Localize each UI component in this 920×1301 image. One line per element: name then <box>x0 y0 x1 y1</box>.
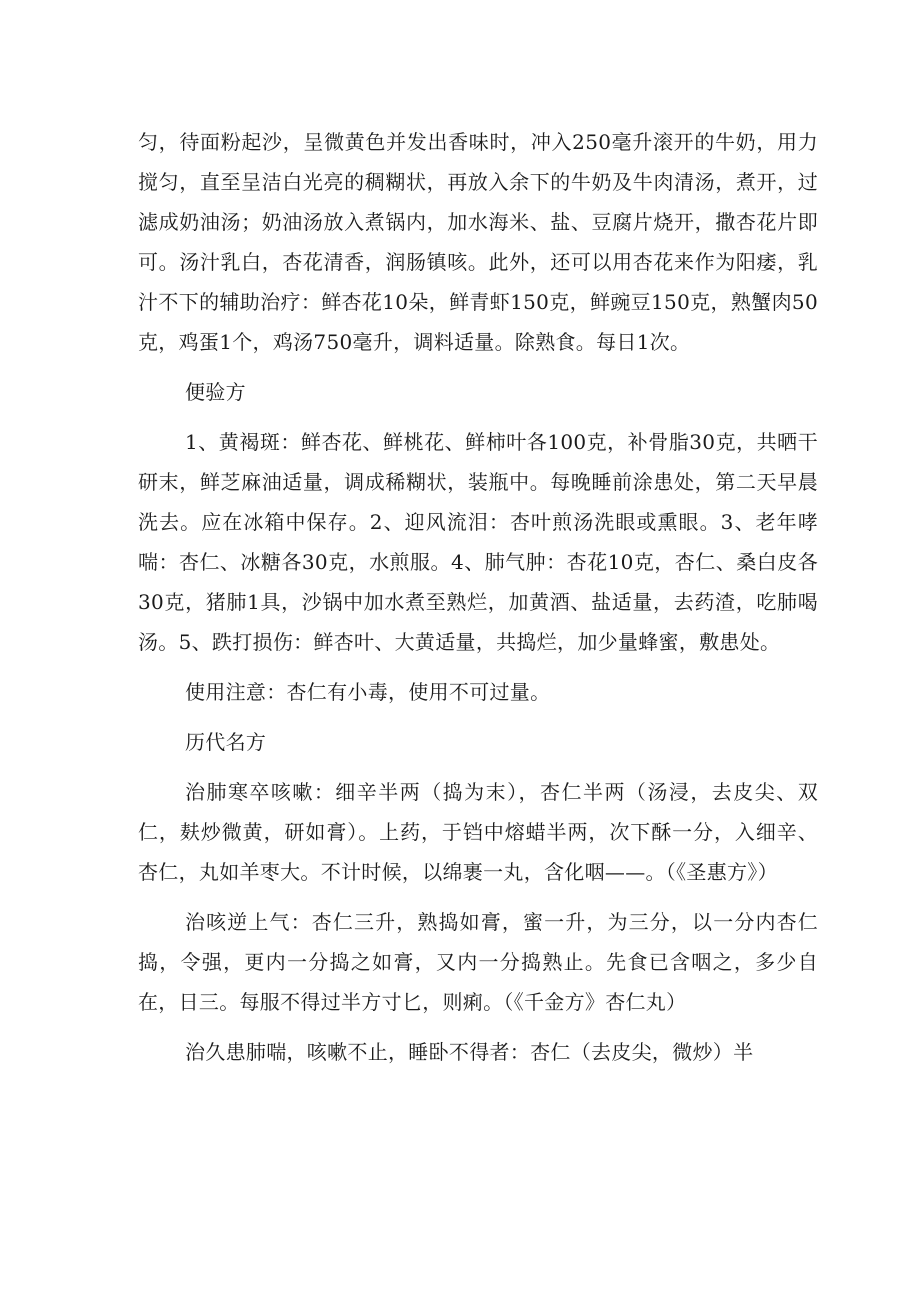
body-paragraph: 治肺寒卒咳嗽：细辛半两（捣为末），杏仁半两（汤浸，去皮尖、双仁，麸炒微黄，研如膏）。上药，于铛中熔蜡半两，次下酥一分，入细辛、杏仁，丸如羊枣大。不计时候，以绵裹一丸，含化咽——。（《圣惠方》） <box>138 780 818 884</box>
body-paragraph: 匀，待面粉起沙，呈微黄色并发出香味时，冲入250毫升滚开的牛奶，用力搅匀，直至呈洁白光亮的稠糊状，再放入余下的牛奶及牛肉清汤，煮开，过滤成奶油汤；奶油汤放入煮锅内，加水海米、盐、豆腐片烧开，撒杏花片即可。汤汁乳白，杏花清香，润肠镇咳。此外，还可以用杏花来作为阳痿，乳汁不下的辅助治疗：鲜杏花10朵，鲜青虾150克，鲜豌豆150克，熟蟹肉50克，鸡蛋1个，鸡汤750毫升，调料适量。除熟食。每日1次。 <box>138 130 818 354</box>
document-page <box>138 122 818 1082</box>
section-heading: 历代名方 <box>185 730 267 754</box>
body-paragraph: 使用注意：杏仁有小毒，使用不可过量。 <box>185 680 551 704</box>
body-paragraph: 1、黄褐斑：鲜杏花、鲜桃花、鲜柿叶各100克，补骨脂30克，共晒干研末，鲜芝麻油适量，调成稀糊状，装瓶中。每晚睡前涂患处，第二天早晨洗去。应在冰箱中保存。2、迎风流泪：杏叶煎汤洗眼或熏眼。3、老年哮喘：杏仁、冰糖各30克，水煎服。4、肺气肿：杏花10克，杏仁、桑白皮各30克，猪肺1具，沙锅中加水煮至熟烂，加黄酒、盐适量，去药渣，吃肺喝汤。5、跌打损伤：鲜杏叶、大黄适量，共捣烂，加少量蜂蜜，敷患处。 <box>138 430 818 654</box>
body-paragraph: 治咳逆上气：杏仁三升，熟捣如膏，蜜一升，为三分，以一分内杏仁捣，令强，更内一分捣之如膏，又内一分捣熟止。先食已含咽之，多少自在，日三。每服不得过半方寸匕，则痢。（《千金方》杏仁丸） <box>138 910 818 1014</box>
section-heading: 便验方 <box>185 380 246 404</box>
body-paragraph: 治久患肺喘，咳嗽不止，睡卧不得者：杏仁（去皮尖，微炒）半 <box>185 1040 754 1064</box>
